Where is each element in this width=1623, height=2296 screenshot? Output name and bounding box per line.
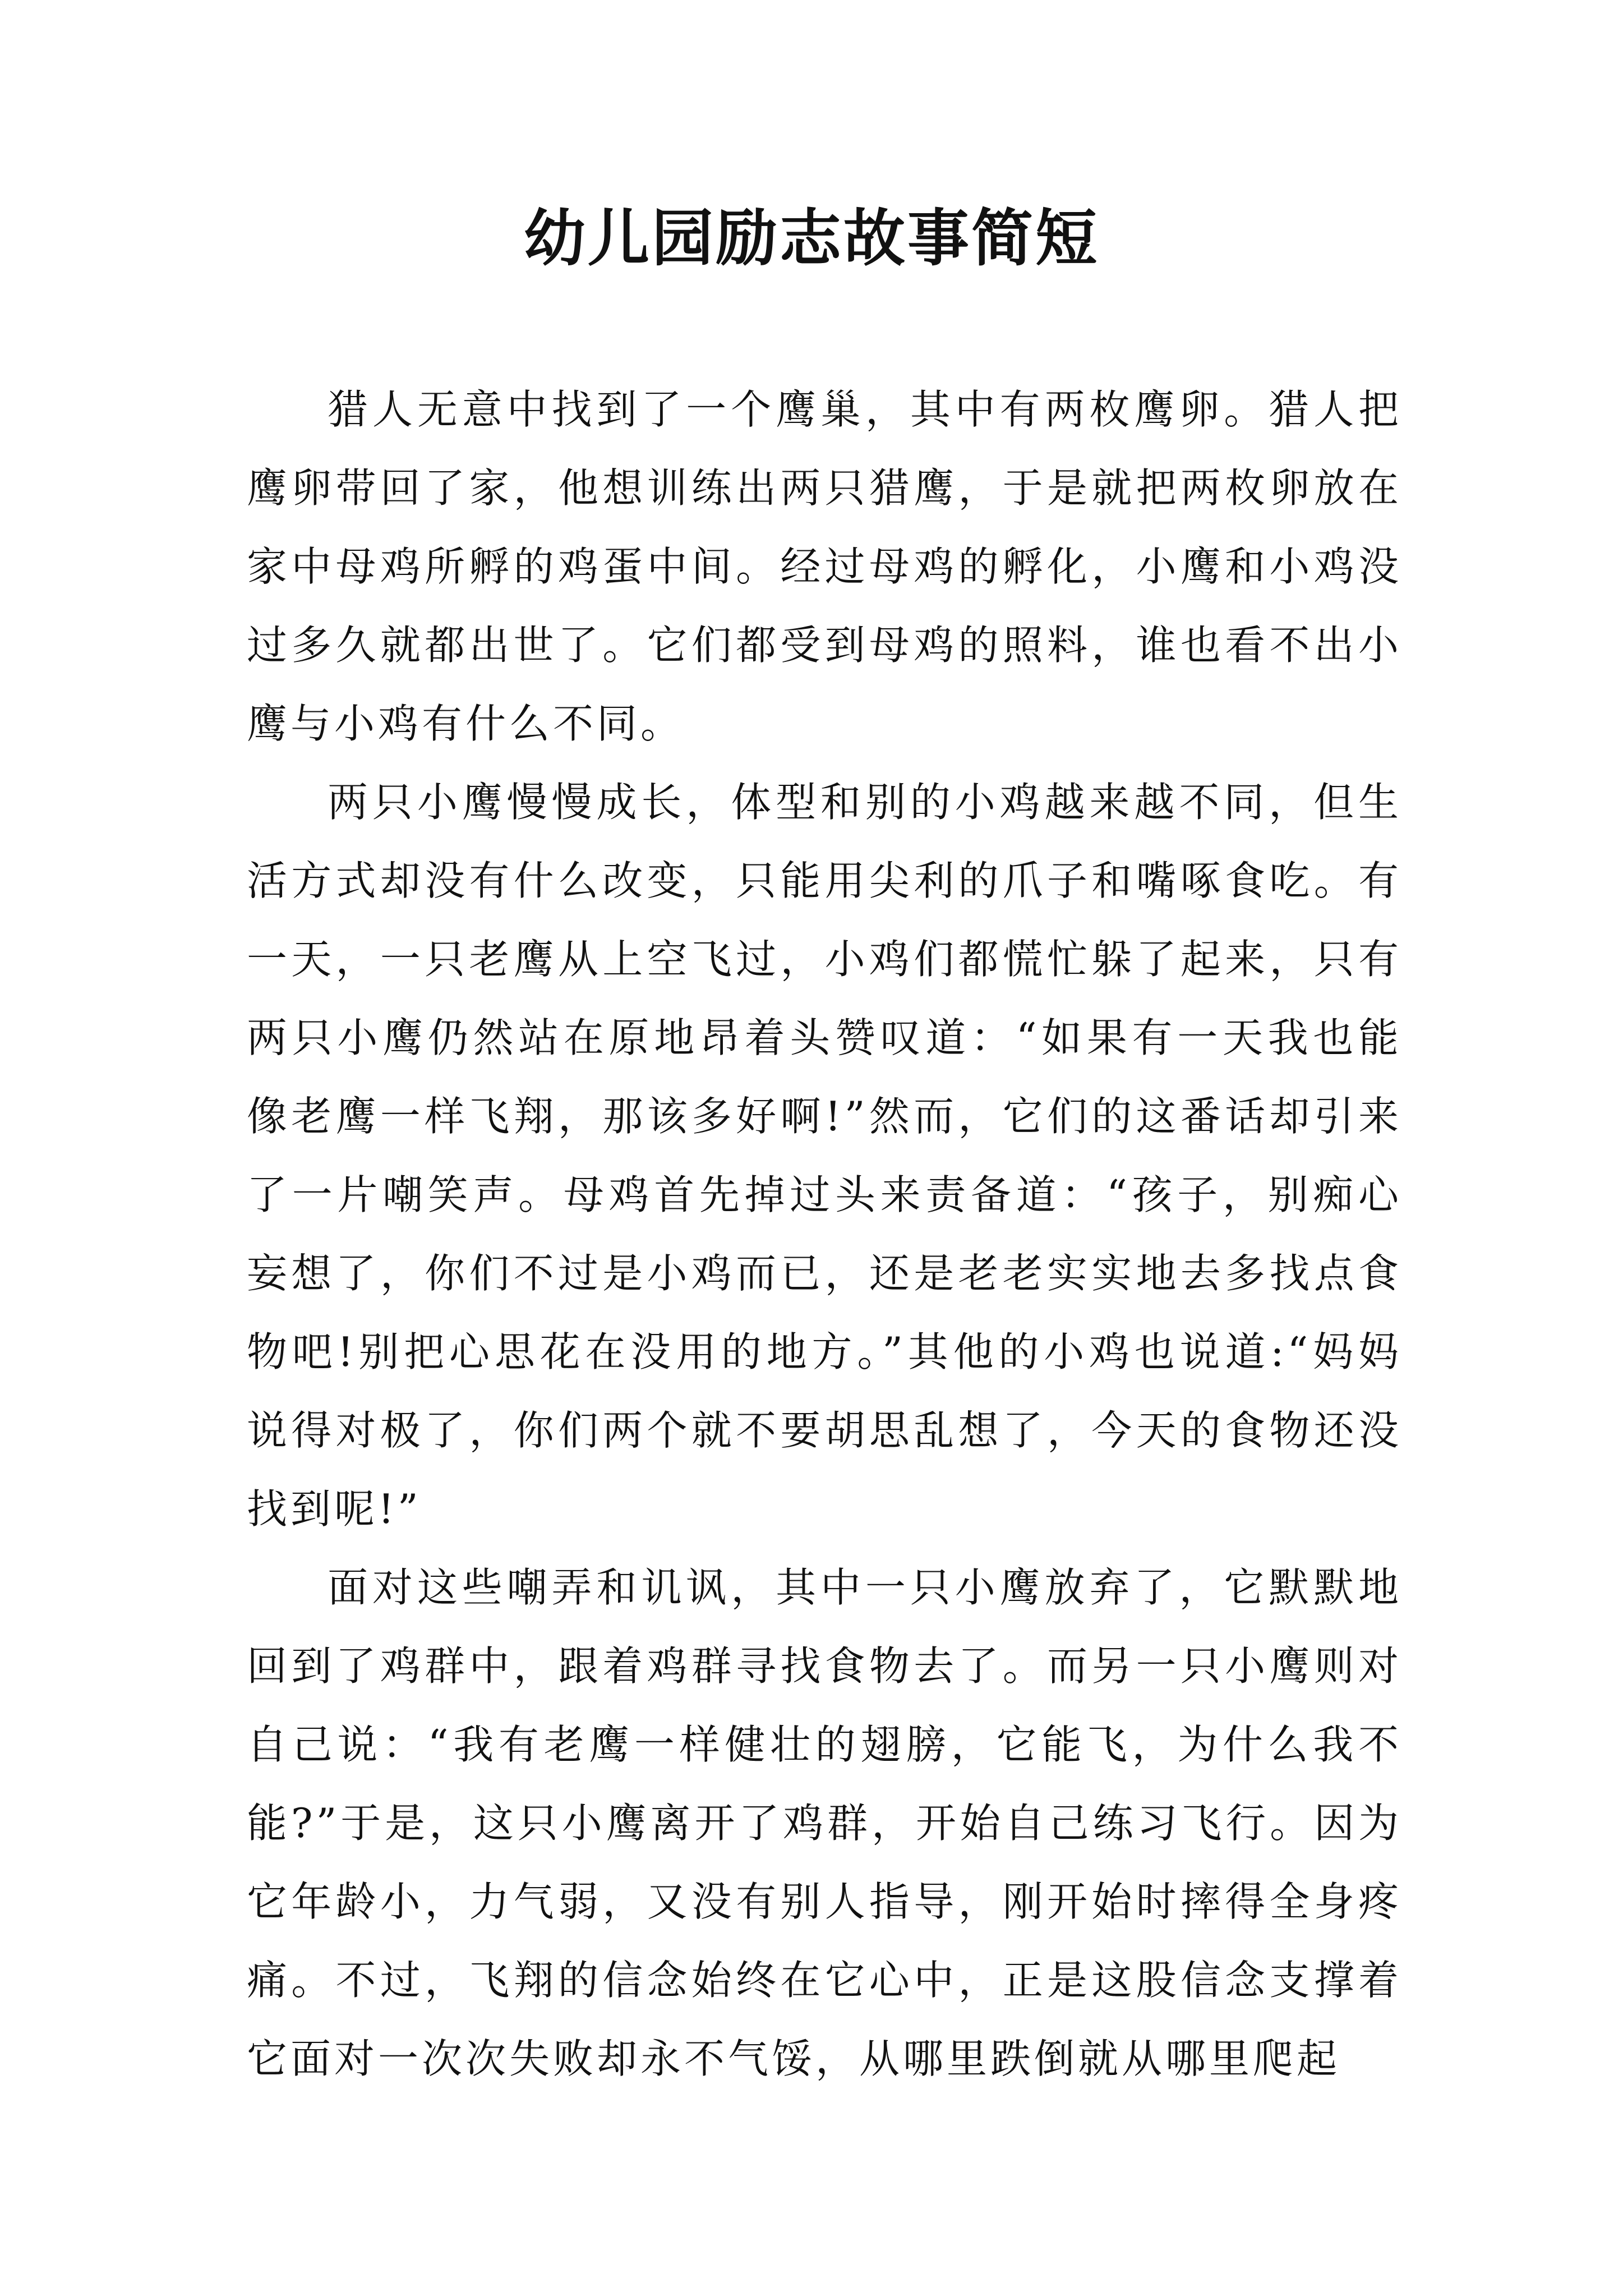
paragraph-3: 面对这些嘲弄和讥讽，其中一只小鹰放弃了，它默默地回到了鸡群中，跟着鸡群寻找食物去了。而另一只小鹰则对自己说：“我有老鹰一样健壮的翅膀，它能飞，为什么我不能?”于是，这只小鹰离开了鸡群，开始自己练习飞行。因为它年龄小，力气弱，又没有别人指导，刚开始时摔得全身疼痛。不过，飞翔的信念始终在它心中，正是这股信念支撑着它面对一次次失败却永不气馁，从哪里跌倒就从哪里爬起	[247, 1564, 1402, 2082]
paragraph-1: 猎人无意中找到了一个鹰巢，其中有两枚鹰卵。猎人把鹰卵带回了家，他想训练出两只猎鹰，于是就把两枚卵放在家中母鸡所孵的鸡蛋中间。经过母鸡的孵化，小鹰和小鸡没过多久就都出世了。它们都受到母鸡的照料，谁也看不出小鹰与小鸡有什么不同。	[247, 386, 1402, 747]
document-title: 幼儿园励志故事简短	[524, 202, 1099, 274]
document-body	[247, 370, 1402, 2098]
paragraph-2: 两只小鹰慢慢成长，体型和别的小鸡越来越不同，但生活方式却没有什么改变，只能用尖利的爪子和嘴啄食吃。有一天，一只老鹰从上空飞过，小鸡们都慌忙躲了起来，只有两只小鹰仍然站在原地昂着头赞叹道：“如果有一天我也能像老鹰一样飞翔，那该多好啊!”然而，它们的这番话却引来了一片嘲笑声。母鸡首先掉过头来责备道：“孩子，别痴心妄想了，你们不过是小鸡而已，还是老老实实地去多找点食物吧!别把心思花在没用的地方。”其他的小鸡也说道:“妈妈说得对极了，你们两个就不要胡思乱想了，今天的食物还没找到呢!”	[247, 779, 1402, 1533]
